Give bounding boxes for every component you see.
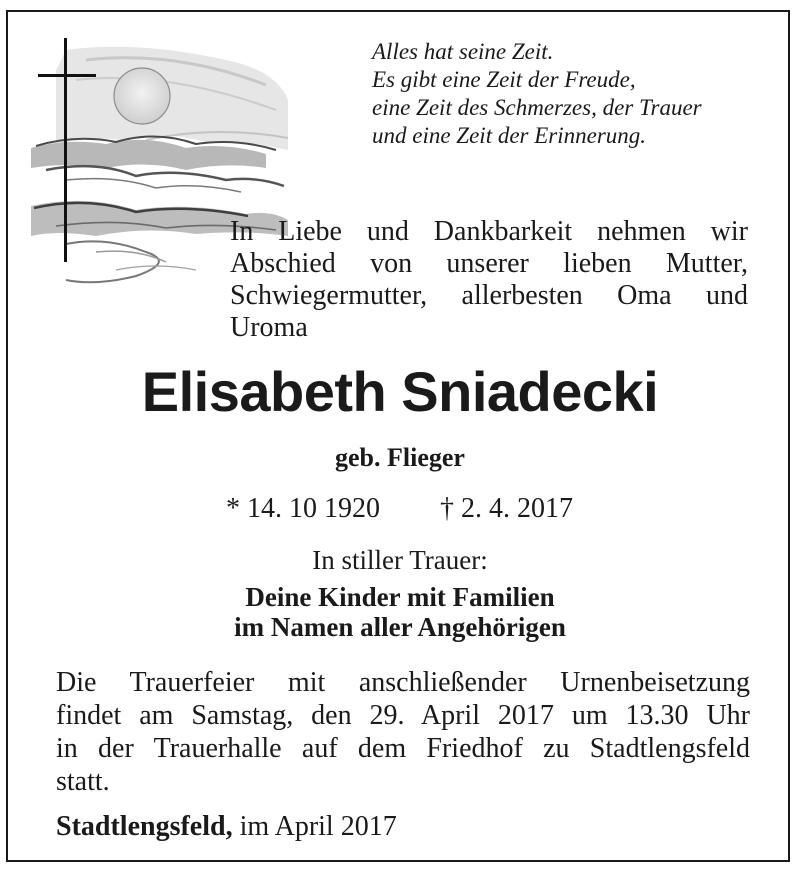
poem-line: und eine Zeit der Erinnerung. xyxy=(372,123,647,148)
service-line: in der Trauerhalle auf dem Friedhof zu Stadtlengsfeld xyxy=(56,733,750,764)
funeral-service-text xyxy=(56,666,750,798)
mourners xyxy=(8,582,792,642)
place-town: Stadtlengsfeld, xyxy=(56,811,233,842)
service-line: Die Trauerfeier mit anschließender Urnenbeisetzung xyxy=(56,667,750,698)
intro-line: Schwiegermutter, allerbesten Oma und xyxy=(230,280,748,311)
death-date: † 2. 4. 2017 xyxy=(440,493,573,524)
intro-line: Uroma xyxy=(230,312,308,343)
mourners-line: im Namen aller Angehörigen xyxy=(234,612,566,642)
obituary-notice xyxy=(6,10,790,862)
mourners-line: Deine Kinder mit Familien xyxy=(245,582,555,612)
poem-line: Alles hat seine Zeit. xyxy=(372,39,554,64)
intro-text xyxy=(230,216,748,344)
poem-line: eine Zeit des Schmerzes, der Trauer xyxy=(372,95,702,120)
deceased-name: Elisabeth Sniadecki xyxy=(141,360,659,423)
maiden-name: geb. Flieger xyxy=(335,443,465,472)
birth-date: * 14. 10 1920 xyxy=(226,493,380,524)
place-date-text: im April 2017 xyxy=(239,811,397,842)
service-line: findet am Samstag, den 29. April 2017 um 13.30 Uhr xyxy=(56,700,750,731)
place-date xyxy=(56,810,750,844)
service-line: statt. xyxy=(56,766,110,797)
mourning-heading: In stiller Trauer: xyxy=(312,545,488,575)
sky-shading xyxy=(56,47,288,150)
intro-line: Abschied von unserer lieben Mutter, xyxy=(230,248,748,279)
poem xyxy=(372,38,782,150)
sun xyxy=(114,68,170,124)
intro-line: In Liebe und Dankbarkeit nehmen wir xyxy=(230,216,748,247)
poem-line: Es gibt eine Zeit der Freude, xyxy=(372,67,636,92)
